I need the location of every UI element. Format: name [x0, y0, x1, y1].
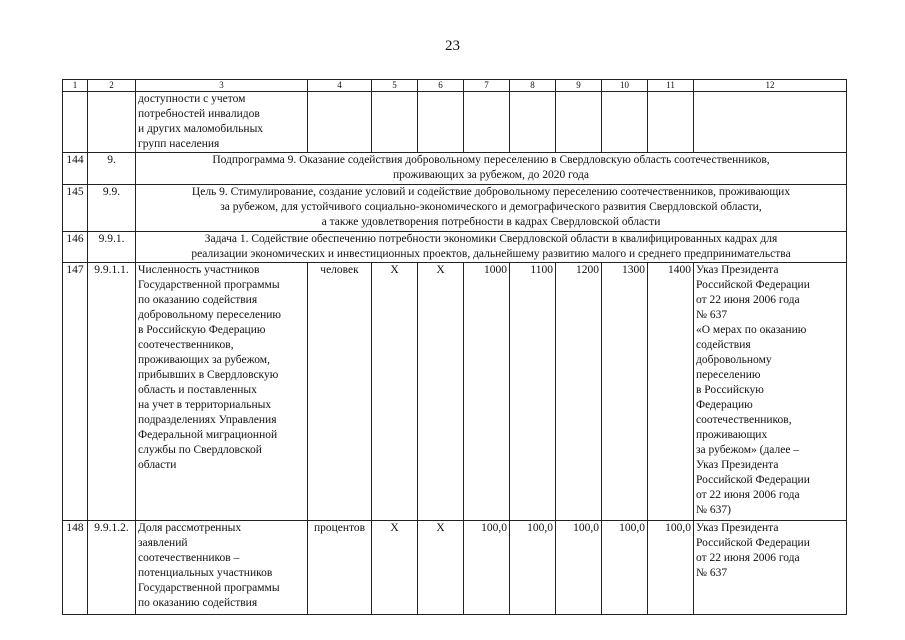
header-cell: 2	[88, 80, 136, 92]
value-cell	[602, 92, 648, 153]
value-cell: 1300	[602, 263, 648, 521]
value-cell: 100,0	[556, 521, 602, 615]
value-cell: Х	[372, 521, 418, 615]
value-cell: 1200	[556, 263, 602, 521]
header-cell: 1	[63, 80, 88, 92]
indicator-name-cell: Доля рассмотренных заявлений соотечественников – потенциальных участников Государственной программы по оказанию содействия	[136, 521, 308, 615]
value-cell	[556, 92, 602, 153]
value-cell: 1000	[464, 263, 510, 521]
value-cell	[464, 92, 510, 153]
row-code-cell: 9.9.1.	[88, 232, 136, 263]
goal-title-cell: Цель 9. Стимулирование, создание условий и содействие добровольному переселению соотечественников, проживающих за рубежом, для устойчивого социально-экономического и демографического развития Свердловской области, а также удовлетворения потребности в кадрах Свердловской области	[136, 185, 847, 232]
value-cell: 100,0	[648, 521, 694, 615]
source-cell: Указ Президента Российской Федерации от 22 июня 2006 года № 637 «О мерах по оказанию содействия добровольному переселению в Российскую Федерацию соотечественников, проживающих за рубежом» (далее – Указ Президента Российской Федерации от 22 июня 2006 года № 637)	[694, 263, 847, 521]
header-cell: 12	[694, 80, 847, 92]
value-cell	[418, 92, 464, 153]
value-cell: Х	[418, 263, 464, 521]
value-cell: Х	[418, 521, 464, 615]
header-cell: 6	[418, 80, 464, 92]
table-row-146	[63, 232, 847, 263]
header-cell: 9	[556, 80, 602, 92]
header-cell: 8	[510, 80, 556, 92]
source-cell: Указ Президента Российской Федерации от 22 июня 2006 года № 637	[694, 521, 847, 615]
header-cell: 10	[602, 80, 648, 92]
row-number-cell: 148	[63, 521, 88, 615]
value-cell: 100,0	[464, 521, 510, 615]
value-cell	[648, 92, 694, 153]
value-cell	[372, 92, 418, 153]
header-cell: 4	[308, 80, 372, 92]
value-cell: 1400	[648, 263, 694, 521]
header-cell: 5	[372, 80, 418, 92]
indicator-name-cell: Численность участников Государственной программы по оказанию содействия добровольному переселению в Российскую Федерацию соотечественников, проживающих за рубежом, прибывших в Свердловскую область и поставленных на учет в территориальных подразделениях Управления Федеральной миграционной службы по Свердловской области	[136, 263, 308, 521]
value-cell: 1100	[510, 263, 556, 521]
table-header-row	[63, 80, 847, 92]
value-cell: 100,0	[510, 521, 556, 615]
task-title-cell: Задача 1. Содействие обеспечению потребности экономики Свердловской области в квалифицированных кадрах для реализации экономических и инвестиционных проектов, дальнейшему развитию малого и среднего предпринимательства	[136, 232, 847, 263]
unit-cell	[308, 92, 372, 153]
row-code-cell: 9.9.1.1.	[88, 263, 136, 521]
table-row-148	[63, 521, 847, 615]
subprogram-title-cell: Подпрограмма 9. Оказание содействия добровольному переселению в Свердловскую область соотечественников, проживающих за рубежом, до 2020 года	[136, 153, 847, 185]
row-number-cell: 145	[63, 185, 88, 232]
row-number-cell: 147	[63, 263, 88, 521]
table-row-145	[63, 185, 847, 232]
table-row	[63, 92, 847, 153]
unit-cell: процентов	[308, 521, 372, 615]
row-code-cell: 9.9.	[88, 185, 136, 232]
page-number: 23	[445, 38, 460, 54]
value-cell: Х	[372, 263, 418, 521]
row-number-cell: 144	[63, 153, 88, 185]
value-cell	[510, 92, 556, 153]
header-cell: 7	[464, 80, 510, 92]
indicators-table	[62, 79, 847, 615]
indicator-name-cell: доступности с учетом потребностей инвалидов и других маломобильных групп населения	[136, 92, 308, 153]
row-number-cell: 146	[63, 232, 88, 263]
row-number-cell	[63, 92, 88, 153]
source-cell	[694, 92, 847, 153]
table-row-147	[63, 263, 847, 521]
header-cell: 3	[136, 80, 308, 92]
unit-cell: человек	[308, 263, 372, 521]
value-cell: 100,0	[602, 521, 648, 615]
row-code-cell: 9.9.1.2.	[88, 521, 136, 615]
header-cell: 11	[648, 80, 694, 92]
row-code-cell: 9.	[88, 153, 136, 185]
table-row-144	[63, 153, 847, 185]
row-code-cell	[88, 92, 136, 153]
